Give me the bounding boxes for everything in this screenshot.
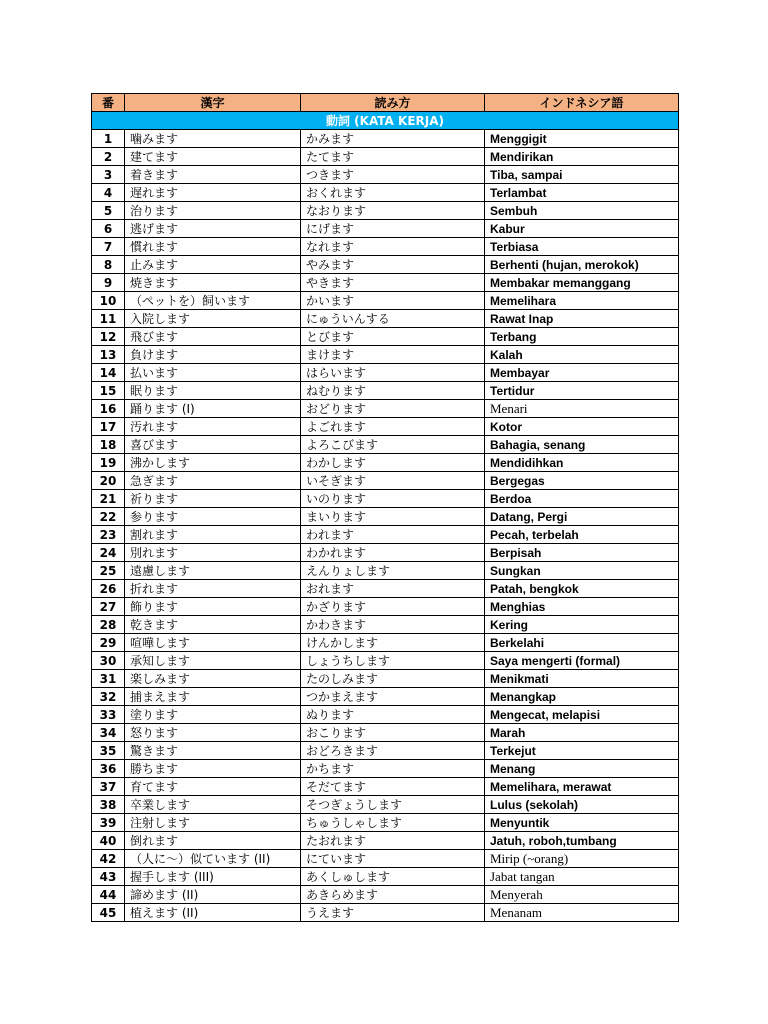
row-indonesian: Menyerah [485,886,679,904]
header-indonesian: インドネシア語 [485,94,679,112]
row-indonesian: Menanam [485,904,679,922]
row-reading: うえます [301,904,485,922]
row-kanji: 入院します [125,310,301,328]
row-indonesian: Membayar [485,364,679,382]
row-kanji: 沸かします [125,454,301,472]
row-reading: はらいます [301,364,485,382]
row-indonesian: Tertidur [485,382,679,400]
row-reading: けんかします [301,634,485,652]
row-number: 45 [92,904,125,922]
row-reading: いのります [301,490,485,508]
row-number: 21 [92,490,125,508]
row-reading: おくれます [301,184,485,202]
row-reading: つかまえます [301,688,485,706]
row-reading: たのしみます [301,670,485,688]
row-reading: かちます [301,760,485,778]
row-kanji: 慣れます [125,238,301,256]
table-row [92,436,679,454]
section-label: 動詞 (KATA KERJA) [92,112,679,130]
row-indonesian: Terlambat [485,184,679,202]
row-number: 29 [92,634,125,652]
table-row [92,652,679,670]
row-reading: まいります [301,508,485,526]
row-kanji: 喧嘩します [125,634,301,652]
row-reading: ねむります [301,382,485,400]
row-kanji: 止みます [125,256,301,274]
row-kanji: 遅れます [125,184,301,202]
row-number: 27 [92,598,125,616]
row-reading: そつぎょうします [301,796,485,814]
row-kanji: 勝ちます [125,760,301,778]
row-reading: やみます [301,256,485,274]
row-indonesian: Menari [485,400,679,418]
row-number: 28 [92,616,125,634]
row-kanji: 塗ります [125,706,301,724]
table-row [92,490,679,508]
table-row [92,832,679,850]
row-indonesian: Membakar memanggang [485,274,679,292]
row-kanji: 注射します [125,814,301,832]
table-row [92,184,679,202]
row-indonesian: Lulus (sekolah) [485,796,679,814]
row-number: 17 [92,418,125,436]
row-number: 12 [92,328,125,346]
row-kanji: 逃げます [125,220,301,238]
row-kanji: 参ります [125,508,301,526]
row-reading: つきます [301,166,485,184]
row-number: 1 [92,130,125,148]
row-kanji: 祈ります [125,490,301,508]
header-reading: 読み方 [301,94,485,112]
table-row [92,526,679,544]
row-indonesian: Marah [485,724,679,742]
row-reading: わかれます [301,544,485,562]
row-indonesian: Terbang [485,328,679,346]
row-indonesian: Bahagia, senang [485,436,679,454]
row-indonesian: Menghias [485,598,679,616]
table-row [92,310,679,328]
table-row [92,400,679,418]
row-indonesian: Sembuh [485,202,679,220]
table-row [92,454,679,472]
table-row [92,346,679,364]
row-kanji: 割れます [125,526,301,544]
row-number: 35 [92,742,125,760]
row-number: 40 [92,832,125,850]
row-number: 10 [92,292,125,310]
table-header-row [92,94,679,112]
vocabulary-table [91,93,679,922]
table-row [92,364,679,382]
row-kanji: 握手します (III) [125,868,301,886]
row-number: 9 [92,274,125,292]
table-row [92,508,679,526]
row-kanji: 急ぎます [125,472,301,490]
row-kanji: 踊ります (I) [125,400,301,418]
row-reading: なおります [301,202,485,220]
row-number: 3 [92,166,125,184]
table-row [92,274,679,292]
row-kanji: 承知します [125,652,301,670]
row-reading: にげます [301,220,485,238]
row-number: 42 [92,850,125,868]
row-reading: かわきます [301,616,485,634]
table-row [92,598,679,616]
row-indonesian: Sungkan [485,562,679,580]
row-reading: よごれます [301,418,485,436]
row-indonesian: Saya mengerti (formal) [485,652,679,670]
table-row [92,544,679,562]
row-number: 43 [92,868,125,886]
row-number: 30 [92,652,125,670]
row-number: 8 [92,256,125,274]
row-number: 7 [92,238,125,256]
row-kanji: 負けます [125,346,301,364]
row-reading: たてます [301,148,485,166]
table-row [92,148,679,166]
row-kanji: 育てます [125,778,301,796]
table-row [92,166,679,184]
table-row [92,634,679,652]
row-indonesian: Terkejut [485,742,679,760]
row-indonesian: Kabur [485,220,679,238]
row-number: 15 [92,382,125,400]
row-indonesian: Menang [485,760,679,778]
row-indonesian: Menggigit [485,130,679,148]
row-number: 24 [92,544,125,562]
row-indonesian: Kalah [485,346,679,364]
row-number: 19 [92,454,125,472]
row-reading: なれます [301,238,485,256]
row-reading: しょうちします [301,652,485,670]
row-reading: かざります [301,598,485,616]
row-kanji: 遠慮します [125,562,301,580]
table-row [92,220,679,238]
row-indonesian: Kotor [485,418,679,436]
table-row [92,706,679,724]
row-reading: えんりょします [301,562,485,580]
row-indonesian: Mendirikan [485,148,679,166]
table-row [92,580,679,598]
table-row [92,256,679,274]
table-row [92,472,679,490]
row-reading: おどろきます [301,742,485,760]
table-row [92,238,679,256]
row-number: 34 [92,724,125,742]
row-indonesian: Tiba, sampai [485,166,679,184]
row-number: 11 [92,310,125,328]
row-indonesian: Terbiasa [485,238,679,256]
row-indonesian: Memelihara [485,292,679,310]
row-number: 36 [92,760,125,778]
row-number: 13 [92,346,125,364]
row-number: 18 [92,436,125,454]
row-kanji: 飾ります [125,598,301,616]
row-indonesian: Menyuntik [485,814,679,832]
row-number: 39 [92,814,125,832]
table-row [92,382,679,400]
row-kanji: （ペットを）飼います [125,292,301,310]
row-kanji: 噛みます [125,130,301,148]
table-row [92,670,679,688]
table-body [92,130,679,922]
table-row [92,778,679,796]
row-reading: わかします [301,454,485,472]
row-kanji: 眠ります [125,382,301,400]
row-indonesian: Berdoa [485,490,679,508]
row-kanji: 飛びます [125,328,301,346]
row-reading: よろこびます [301,436,485,454]
row-number: 31 [92,670,125,688]
row-kanji: 楽しみます [125,670,301,688]
header-number: 番 [92,94,125,112]
row-indonesian: Jatuh, roboh,tumbang [485,832,679,850]
row-kanji: 卒業します [125,796,301,814]
row-reading: にゅういんする [301,310,485,328]
row-indonesian: Bergegas [485,472,679,490]
row-number: 14 [92,364,125,382]
row-number: 22 [92,508,125,526]
row-reading: われます [301,526,485,544]
table-row [92,328,679,346]
row-kanji: 怒ります [125,724,301,742]
row-number: 20 [92,472,125,490]
row-number: 25 [92,562,125,580]
row-reading: たおれます [301,832,485,850]
row-reading: にています [301,850,485,868]
row-number: 2 [92,148,125,166]
table-row [92,814,679,832]
table-row [92,202,679,220]
row-number: 4 [92,184,125,202]
row-indonesian: Mengecat, melapisi [485,706,679,724]
row-number: 33 [92,706,125,724]
row-kanji: 喜びます [125,436,301,454]
table-row [92,292,679,310]
table-row [92,850,679,868]
row-number: 37 [92,778,125,796]
row-kanji: 折れます [125,580,301,598]
row-indonesian: Patah, bengkok [485,580,679,598]
table-row [92,742,679,760]
row-kanji: 倒れます [125,832,301,850]
row-reading: あくしゅします [301,868,485,886]
row-indonesian: Memelihara, merawat [485,778,679,796]
row-kanji: 建てます [125,148,301,166]
table-row [92,616,679,634]
row-kanji: 払います [125,364,301,382]
table-row [92,562,679,580]
table-row [92,904,679,922]
row-number: 38 [92,796,125,814]
table-row [92,688,679,706]
row-number: 16 [92,400,125,418]
row-number: 44 [92,886,125,904]
row-reading: そだてます [301,778,485,796]
row-reading: おどります [301,400,485,418]
row-number: 6 [92,220,125,238]
row-number: 5 [92,202,125,220]
row-indonesian: Kering [485,616,679,634]
row-indonesian: Berhenti (hujan, merokok) [485,256,679,274]
table-row [92,130,679,148]
row-indonesian: Jabat tangan [485,868,679,886]
row-indonesian: Datang, Pergi [485,508,679,526]
row-indonesian: Mirip (~orang) [485,850,679,868]
table-row [92,724,679,742]
row-kanji: 植えます (II) [125,904,301,922]
row-number: 23 [92,526,125,544]
row-reading: かみます [301,130,485,148]
row-kanji: 治ります [125,202,301,220]
row-indonesian: Menikmati [485,670,679,688]
section-row [92,112,679,130]
row-kanji: 着きます [125,166,301,184]
row-number: 26 [92,580,125,598]
header-kanji: 漢字 [125,94,301,112]
row-reading: かいます [301,292,485,310]
row-reading: ちゅうしゃします [301,814,485,832]
table-row [92,796,679,814]
row-reading: いそぎます [301,472,485,490]
table-row [92,760,679,778]
row-indonesian: Berkelahi [485,634,679,652]
row-reading: おれます [301,580,485,598]
row-kanji: 別れます [125,544,301,562]
row-indonesian: Rawat Inap [485,310,679,328]
row-reading: あきらめます [301,886,485,904]
table-row [92,886,679,904]
row-reading: ぬります [301,706,485,724]
row-kanji: 驚きます [125,742,301,760]
row-kanji: 乾きます [125,616,301,634]
row-indonesian: Berpisah [485,544,679,562]
row-reading: とびます [301,328,485,346]
row-kanji: 汚れます [125,418,301,436]
row-kanji: 諦めます (II) [125,886,301,904]
table-row [92,868,679,886]
row-kanji: 捕まえます [125,688,301,706]
row-kanji: （人に～）似ています (II) [125,850,301,868]
row-reading: おこります [301,724,485,742]
table-row [92,418,679,436]
row-kanji: 焼きます [125,274,301,292]
row-reading: まけます [301,346,485,364]
row-indonesian: Menangkap [485,688,679,706]
row-reading: やきます [301,274,485,292]
row-number: 32 [92,688,125,706]
row-indonesian: Pecah, terbelah [485,526,679,544]
row-indonesian: Mendidihkan [485,454,679,472]
